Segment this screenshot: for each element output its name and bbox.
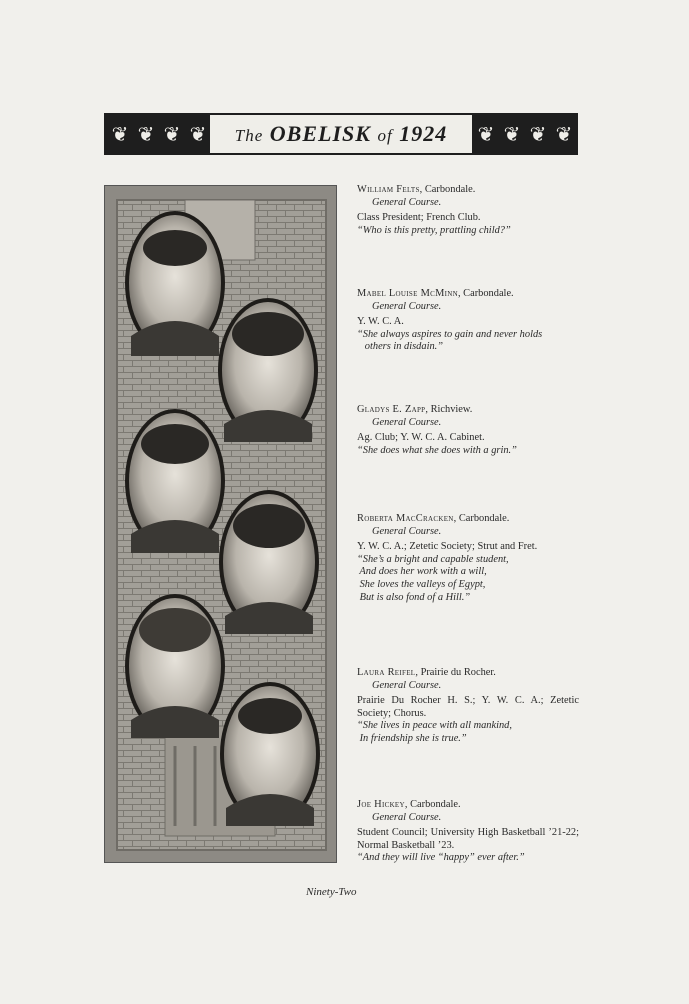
- yearbook-banner: [104, 113, 578, 155]
- entry-mabel-mcminn: Mabel Louise McMinn, Carbondale. General Course. Y. W. C. A. “She always aspires to gain and never holds others in disdain.”: [357, 288, 543, 353]
- portrait-5: [125, 594, 225, 738]
- entry-gladys-zapp: Gladys E. Zapp, Richview. General Course. Ag. Club; Y. W. C. A. Cabinet. “She does what she does with a grin.”: [357, 404, 517, 456]
- entry-roberta-maccracken: Roberta MacCracken, Carbondale. General Course. Y. W. C. A.; Zetetic Society; Strut and Fret. “She’s a bright and capable student, And does her work with a will, She loves the valleys of Egypt, But is also fond of a Hill.”: [357, 513, 538, 603]
- portrait-2: [218, 298, 318, 442]
- page-number: Ninety-Two: [306, 886, 357, 898]
- banner-title: The OBELISK of 1924: [234, 121, 448, 146]
- banner-ornament-left: ❦ ❦ ❦ ❦: [106, 115, 210, 153]
- portrait-4: [219, 490, 319, 634]
- portrait-6: [220, 682, 320, 826]
- portrait-1: [125, 211, 225, 356]
- portrait-panel: [104, 185, 337, 863]
- banner-ornament-right: ❦ ❦ ❦ ❦: [472, 115, 576, 153]
- entry-william-felts: William Felts, Carbondale. General Course. Class President; French Club. “Who is this pretty, prattling child?”: [357, 184, 511, 236]
- entry-laura-reifel: Laura Reifel, Prairie du Rocher. General Course. Prairie Du Rocher H. S.; Y. W. C. A.; Zetetic Society; Chorus. “She lives in peace with all mankind, In friendship she is true.”: [357, 667, 579, 744]
- entry-joe-hickey: Joe Hickey, Carbondale. General Course. Student Council; University High Basketball ’21-22; Normal Basketball ’23. “And they will live “happy” ever after.”: [357, 799, 579, 864]
- portrait-panel-art: [105, 186, 337, 863]
- portrait-3: [125, 409, 225, 553]
